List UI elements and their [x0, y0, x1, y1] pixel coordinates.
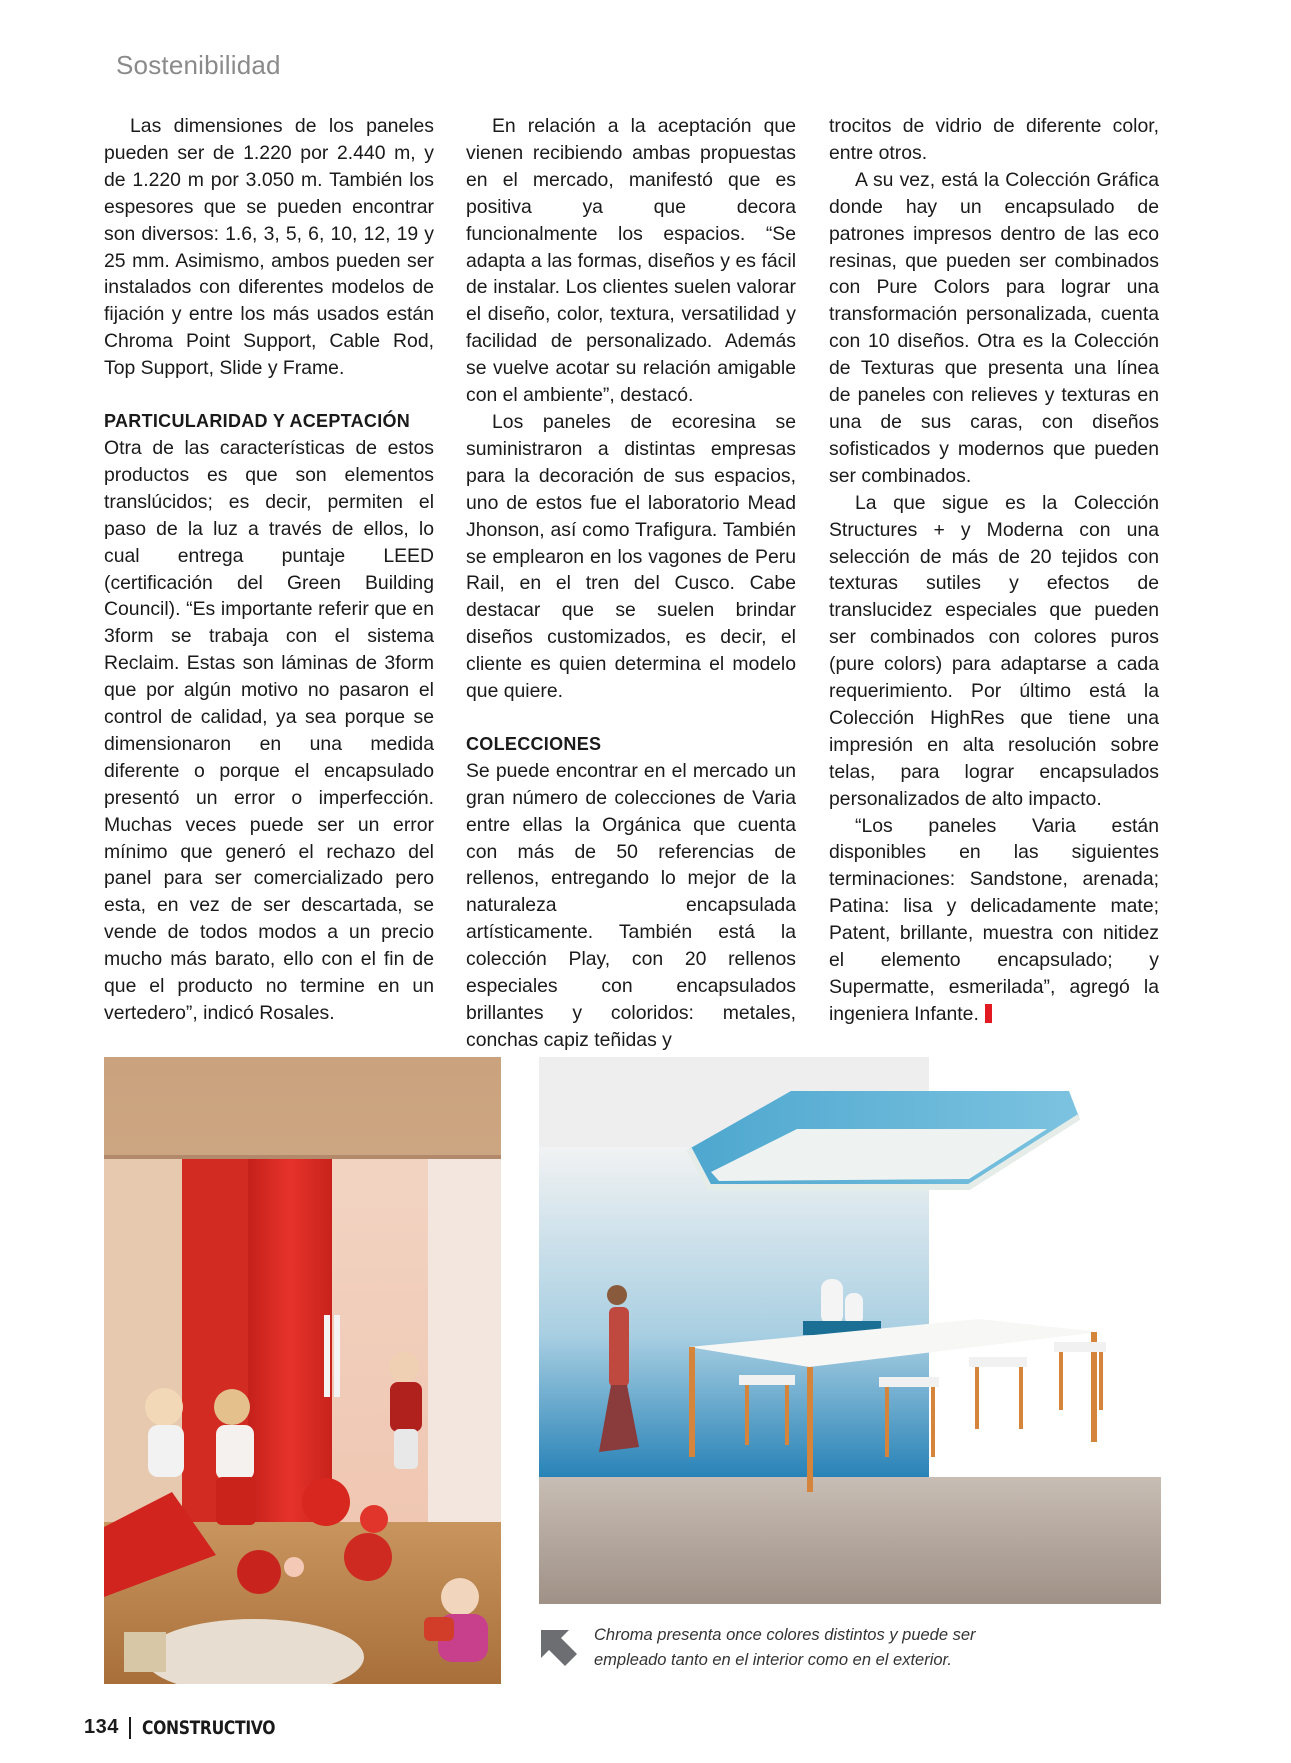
- page-number: 134: [84, 1716, 119, 1738]
- text-column-2: [466, 113, 796, 1054]
- photo-caption: Chroma presenta once colores distintos y puede ser empleado tanto en el interior como en el exterior.: [594, 1626, 976, 1669]
- section-title: Sostenibilidad: [116, 50, 281, 80]
- paragraph: Los paneles de ecoresina se suministraron a distintas empresas para la decoración de sus espacios, uno de estos fue el laboratorio Mead Jhonson, así como Trafigura. También se emplearon en los vagones de Peru Rail, en el tren del Cusco. Cabe destacar que se suelen brindar diseños customizados, es decir, el cliente es quien determina el modelo que quiere.: [466, 410, 796, 703]
- footer-divider: [129, 1717, 131, 1739]
- photo-children-illustration: [104, 1057, 501, 1684]
- publication-name: CONSTRUCTIVO: [141, 1716, 276, 1739]
- section-heading: COLECCIONES: [466, 733, 602, 754]
- paragraph: trocitos de vidrio de diferente color, entre otros.: [829, 115, 1159, 164]
- photo-dining-illustration: [539, 1057, 1161, 1604]
- text-column-3: [829, 113, 1159, 1028]
- paragraph: [829, 813, 1159, 1028]
- paragraph: A su vez, está la Colección Gráfica donde hay un encapsulado de patrones impresos dentro de las eco resinas, que pueden ser combinados con Pure Colors para lograr una transformación personalizada, cuenta con 10 diseños. Otra es la Colección de Texturas que presenta una línea de paneles con relieves y texturas en una de sus caras, con diseños sofisticados y modernos que pueden ser combinados.: [829, 168, 1159, 487]
- paragraph: La que sigue es la Colección Structures + y Moderna con una selección de más de 20 tejidos con texturas sutiles y efectos de translucidez especiales que pueden ser combinados con colores puros (pure colors) para adaptarse a cada requerimiento. Por último está la Colección HighRes que tiene una impresión en alta resolución sobre telas, para lograr encapsulados personalizados de alto impacto.: [829, 491, 1159, 810]
- paragraph: Otra de las características de estos productos es que son elementos translúcidos; es decir, permiten el paso de la luz a través de ellos, lo cual entrega puntaje LEED (certificación del Green Building Council). “Es importante referir que en 3form se trabaja con el sistema Reclaim. Estas son láminas de 3form que por algún motivo no pasaron el control de calidad, ya sea porque se dimensionaron en una medida diferente o porque el encapsulado presentó un error o imperfección. Muchas veces puede ser un error mínimo que generó el rechazo del panel para ser comercializado pero esta, en vez de ser descartada, se vende de todos modos a un precio mucho más barato, ello con el fin de que el producto no termine en un vertedero”, indicó Rosales.: [104, 436, 434, 1024]
- paragraph: Las dimensiones de los paneles pueden ser de 1.220 por 2.440 m, y de 1.220 m por 3.050 m. También los espesores que se pueden encontrar son diversos: 1.6, 3, 5, 6, 10, 12, 19 y 25 mm. Asimismo, ambos pueden ser instalados con diferentes modelos de fijación y entre los más usados están Chroma Point Support, Cable Rod, Top Support, Slide y Frame.: [104, 115, 434, 380]
- text-column-1: [104, 113, 434, 1027]
- page-footer: [84, 1716, 304, 1739]
- closing-paragraph-text: “Los paneles Varia están disponibles en las siguientes terminaciones: Sandstone, arenada; Patina: lisa y delicadamente mate; Patent, brillante, muestra con nitidez el elemento encapsulado; y Supermatte, esmerilada”, agregó la ingeniera Infante.: [829, 814, 1159, 1025]
- photo-dining-room-blue-panels: [539, 1057, 1161, 1604]
- arrow-up-left-icon: [539, 1628, 579, 1668]
- section-heading: PARTICULARIDAD Y ACEPTACIÓN: [104, 411, 411, 432]
- paragraph: Se puede encontrar en el mercado un gran número de colecciones de Varia entre ellas la Orgánica que cuenta con más de 50 referencias de rellenos, entregando lo mejor de la naturaleza encapsulada artísticamente. También está la colección Play, con 20 rellenos especiales con encapsulados brillantes y coloridos: metales, conchas capiz teñidas y: [466, 759, 796, 1051]
- paragraph: En relación a la aceptación que vienen recibiendo ambas propuestas en el mercado, manifestó que es positiva ya que decora funcionalmente los espacios. “Se adapta a las formas, diseños y es fácil de instalar. Los clientes suelen valorar el diseño, color, textura, versatilidad y facilidad de personalizado. Además se vuelve acotar su relación amigable con el ambiente”, destacó.: [466, 115, 796, 407]
- end-of-article-mark: [985, 1004, 992, 1023]
- photo-children-red-panels: [104, 1057, 501, 1684]
